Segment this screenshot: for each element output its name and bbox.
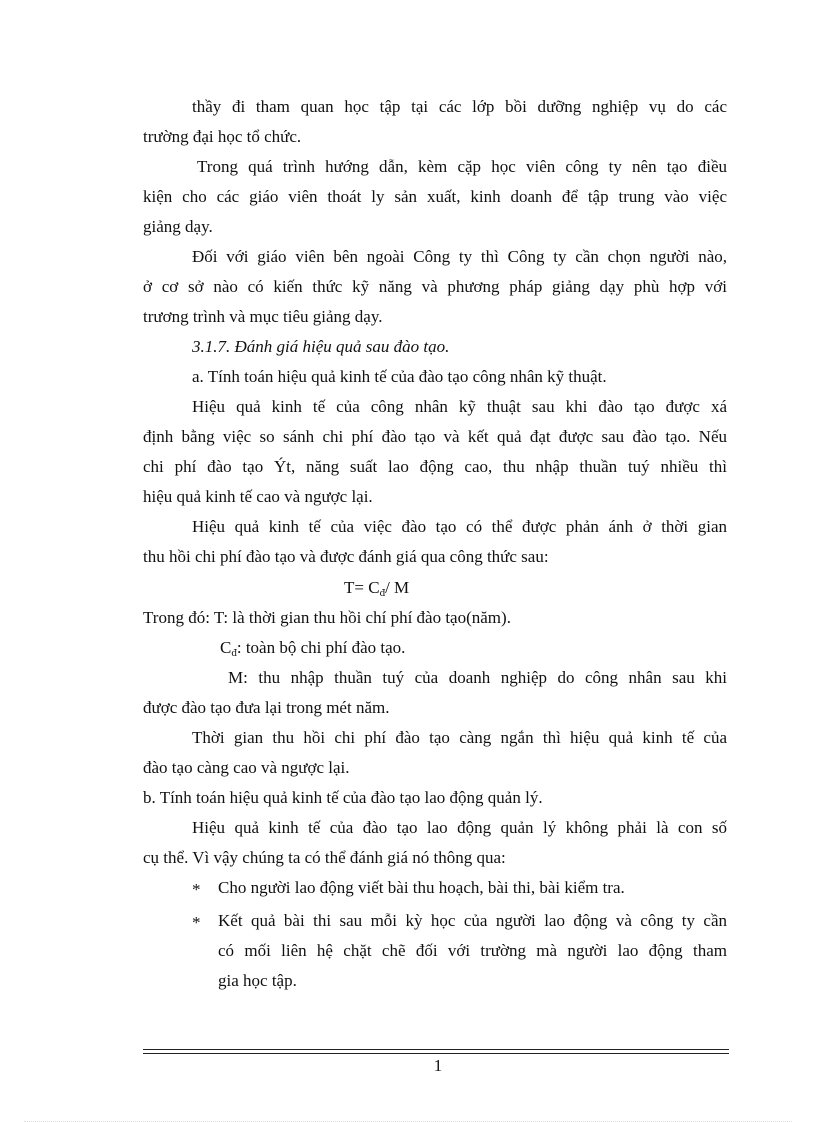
- paragraph-line: Hiệu quả kinh tế của đào tạo lao động quản lý không phải là con số: [192, 818, 727, 837]
- bullet-item: Kết quả bài thi sau mỗi kỳ học của người lao động và công ty cần: [218, 911, 727, 930]
- bullet-marker: *: [192, 913, 201, 932]
- paragraph-line: trương trình và mục tiêu giảng dạy.: [143, 307, 383, 326]
- formula: [344, 578, 409, 598]
- paragraph-line: kiện cho các giáo viên thoát ly sản xuất, kinh doanh để tập trung vào việc: [143, 187, 727, 206]
- formula-legend-cd: [220, 638, 405, 658]
- bullet-item: Cho người lao động viết bài thu hoạch, bài thi, bài kiểm tra.: [218, 878, 625, 897]
- paragraph-line: định bằng việc so sánh chi phí đào tạo và kết quả đạt được sau đào tạo. Nếu: [143, 427, 727, 446]
- footer-rule: [143, 1049, 729, 1054]
- legend-cd-symbol: C: [220, 638, 232, 657]
- formula-subscript: đ: [379, 587, 386, 599]
- paragraph-line: giảng dạy.: [143, 217, 213, 236]
- paragraph-line: trường đại học tổ chức.: [143, 127, 302, 146]
- section-heading: 3.1.7. Đánh giá hiệu quả sau đào tạo.: [192, 337, 450, 356]
- formula-legend-t: Trong đó: T: là thời gian thu hồi chí phí đào tạo(năm).: [143, 608, 511, 627]
- paragraph-line: Trong quá trình hướng dẫn, kèm cặp học viên công ty nên tạo điều: [197, 157, 727, 176]
- paragraph-line: thu hồi chi phí đào tạo và được đánh giá qua công thức sau:: [143, 547, 549, 566]
- bullet-marker: *: [192, 880, 201, 899]
- paragraph-line: Đối với giáo viên bên ngoài Công ty thì Công ty cần chọn người nào,: [192, 247, 727, 266]
- formula-rhs: / M: [385, 578, 410, 597]
- paragraph-line: Hiệu quả kinh tế của công nhân kỹ thuật sau khi đào tạo được xá: [192, 397, 727, 416]
- paragraph-line: được đào tạo đưa lại trong mét năm.: [143, 698, 390, 717]
- formula-legend-m: M: thu nhập thuần tuý của doanh nghiệp do công nhân sau khi: [228, 668, 727, 687]
- page-number: 1: [433, 1056, 443, 1075]
- paragraph-line: Thời gian thu hồi chi phí đào tạo càng ngắn thì hiệu quả kinh tế của: [192, 728, 727, 747]
- paragraph-line: Hiệu quả kinh tế của việc đào tạo có thể được phản ánh ở thời gian: [192, 517, 727, 536]
- subsection-heading-b: b. Tính toán hiệu quả kinh tế của đào tạo lao động quản lý.: [143, 788, 543, 807]
- paragraph-line: đào tạo càng cao và ngược lại.: [143, 758, 350, 777]
- paragraph-line: thầy đi tham quan học tập tại các lớp bồi dưỡng nghiệp vụ do các: [192, 97, 727, 116]
- legend-cd-text: : toàn bộ chi phí đào tạo.: [236, 638, 406, 657]
- bullet-item-continuation: gia học tập.: [218, 971, 297, 990]
- subsection-heading-a: a. Tính toán hiệu quả kinh tế của đào tạo công nhân kỹ thuật.: [192, 367, 607, 386]
- formula-lhs: T= C: [344, 578, 380, 597]
- paragraph-line: ở cơ sở nào có kiến thức kỹ năng và phương pháp giảng dạy phù hợp với: [143, 277, 727, 296]
- paragraph-line: hiệu quả kinh tế cao và ngược lại.: [143, 487, 373, 506]
- paragraph-line: chi phí đào tạo Ýt, năng suất lao động cao, thu nhập thuần tuý nhiều thì: [143, 457, 727, 476]
- paragraph-line: cụ thể. Vì vậy chúng ta có thể đánh giá nó thông qua:: [143, 848, 506, 867]
- legend-cd-subscript: đ: [231, 647, 237, 659]
- page-edge-divider: [24, 1121, 792, 1122]
- bullet-item-continuation: có mối liên hệ chặt chẽ đối với trường mà người lao động tham: [218, 941, 727, 960]
